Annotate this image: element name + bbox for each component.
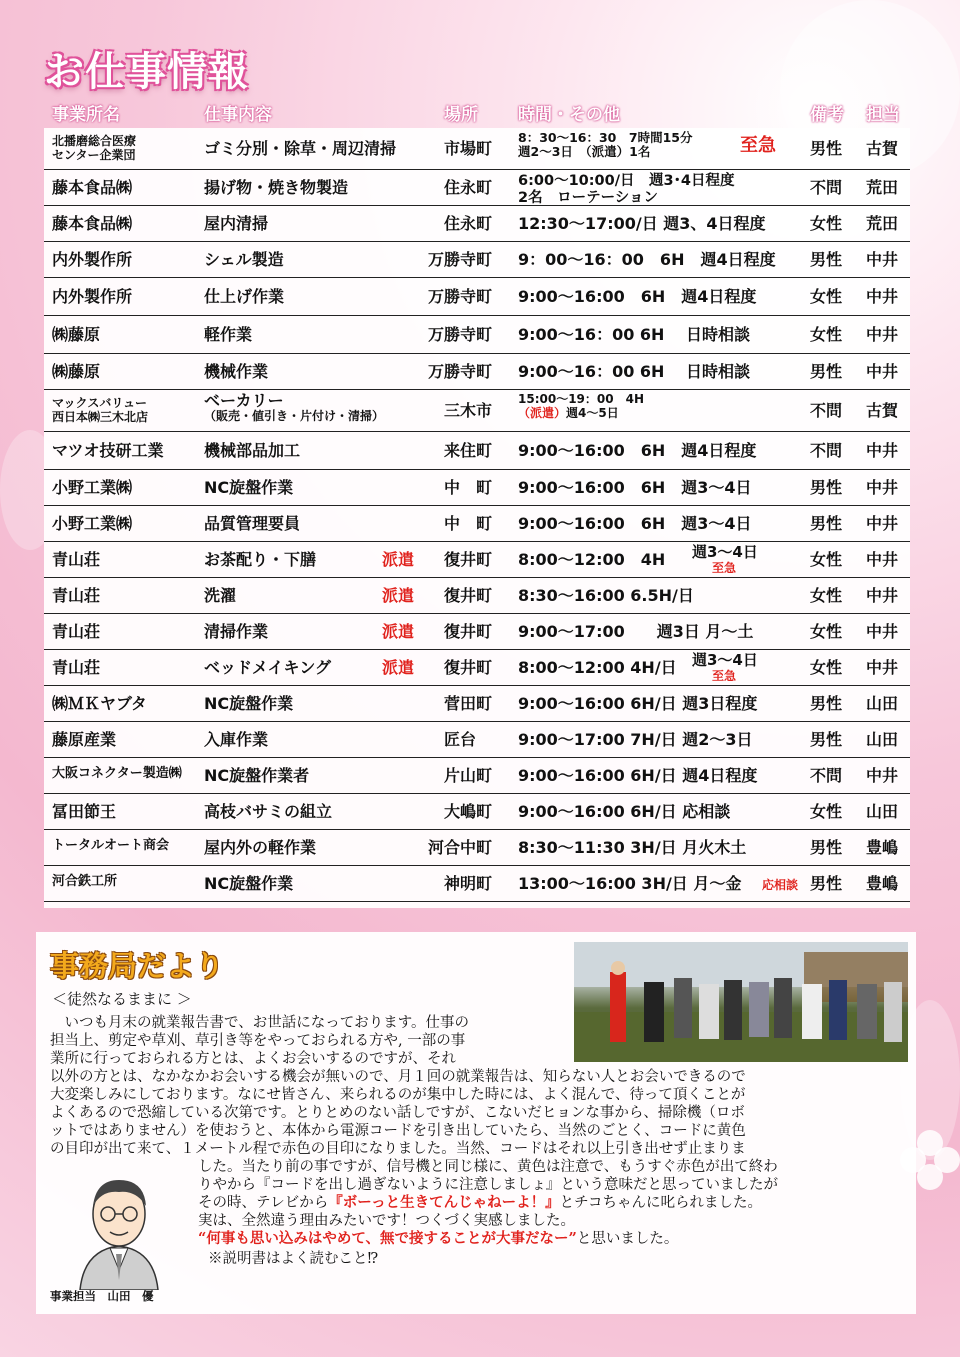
work-time [518, 326, 750, 344]
job-description [204, 839, 316, 857]
job-description [204, 215, 268, 233]
staff-in-charge: 中井 [866, 478, 899, 497]
company-name-line: 内外製作所 [52, 287, 133, 306]
gender: 男性 [810, 874, 843, 893]
gender: 男性 [810, 478, 843, 497]
news-subtitle: ＜徒然なるままに ＞ [52, 990, 192, 1008]
job-description [204, 179, 348, 197]
job-description [204, 140, 396, 158]
job-title: 軽作業 [204, 325, 253, 344]
dispatch-label: 派遣 [382, 586, 415, 605]
job-description [204, 392, 384, 423]
work-time [518, 587, 694, 605]
job-title: 屋内外の軽作業 [204, 838, 317, 857]
work-time [518, 839, 746, 857]
staff-in-charge: 古賀 [866, 401, 899, 420]
company-name [52, 179, 132, 197]
work-place: 中 町 [444, 478, 493, 497]
news-line: の目印が出て来て、１メートル程で赤色の目印になりました。当然、コードはそれ以上引き出せず止まりま [50, 1141, 746, 1157]
gender: 不問 [810, 766, 843, 785]
news-line-text: とチコちゃんに叱られました。 [559, 1195, 763, 1211]
staff-in-charge: 中井 [866, 622, 899, 641]
work-time-line: 2名 ローテーション [518, 189, 659, 206]
news-line-text: その時、テレビから [198, 1195, 329, 1211]
work-time-line: 週2〜3日 （派遣）1名 [518, 144, 651, 160]
dispatch-label: 派遣 [382, 658, 415, 677]
company-name [52, 288, 132, 306]
news-line [198, 1194, 908, 1212]
staff-in-charge: 豊嶋 [866, 838, 899, 857]
work-time-line [518, 407, 644, 421]
work-time [518, 875, 741, 893]
company-name [52, 731, 116, 749]
urgent-badge: 至急 [712, 561, 737, 575]
table-row [44, 650, 910, 686]
staff-in-charge: 山田 [866, 802, 899, 821]
work-time-line: 9:00〜16:00 6H/日 週4日程度 [518, 766, 758, 785]
company-name-line: ㈱ＭＫヤブタ [52, 694, 147, 713]
job-description [204, 363, 268, 381]
company-name-line: 藤原産業 [52, 730, 117, 749]
staff-in-charge: 中井 [866, 325, 899, 344]
company-name-line: 小野工業㈱ [52, 514, 133, 533]
table-row [44, 470, 910, 506]
job-description [204, 326, 252, 344]
dispatch-label: （派遣） [518, 405, 567, 420]
news-line: いつも月末の就業報告書で、お世話になっております。仕事の [50, 1015, 470, 1031]
work-time-line: 9:00〜17:00 週3日 月〜土 [518, 622, 754, 641]
news-section [36, 932, 916, 1314]
work-time-line: 9：00〜16：00 6H 週4日程度 [518, 250, 776, 269]
job-title: 高枝バサミの組立 [204, 802, 333, 821]
work-place: 大嶋町 [444, 802, 493, 821]
work-place: 住永町 [444, 178, 493, 197]
job-title: NC旋盤作業者 [204, 766, 310, 785]
company-name-line: 大阪コネクター製造㈱ [52, 766, 182, 781]
staff-in-charge: 中井 [866, 441, 899, 460]
gender: 不問 [810, 401, 843, 420]
work-time-line: 9:00〜16:00 6H 週3〜4日 [518, 514, 752, 533]
news-line: ットではありません）を使おうと、本体から電源コードを引き出していたら、当然のごとく、コードに黄色 [50, 1123, 746, 1139]
work-time [518, 251, 776, 269]
company-name-line: ㈱藤原 [52, 362, 101, 381]
staff-in-charge: 中井 [866, 766, 899, 785]
company-name-line: ㈱藤原 [52, 325, 101, 344]
staff-in-charge: 中井 [866, 250, 899, 269]
news-line: 以外の方とは、なかなかお会いする機会が無いので、月１回の就業報告は、知らない人とお会いできるので [50, 1069, 746, 1085]
staff-in-charge: 古賀 [866, 139, 899, 158]
company-name-line: 冨田節王 [52, 802, 117, 821]
work-time-line: 8:00〜12:00 4H [518, 550, 666, 569]
company-name [52, 587, 100, 605]
news-line: 担当上、剪定や草刈、草引き等をやっておられる方や, 一部の事 [50, 1033, 466, 1049]
header-job: 仕事内容 [204, 105, 272, 125]
work-time [518, 659, 677, 677]
work-time [518, 767, 757, 785]
table-row [44, 170, 910, 206]
company-name [52, 839, 169, 854]
gender: 女性 [810, 658, 843, 677]
work-place: 三木市 [444, 401, 493, 420]
company-name [52, 215, 132, 233]
work-place: 復井町 [444, 622, 493, 641]
job-title: 揚げ物・焼き物製造 [204, 178, 349, 197]
work-place: 来住町 [444, 441, 493, 460]
work-time-line: 9:00〜16：00 6H 日時相談 [518, 362, 750, 381]
table-row [44, 354, 910, 390]
staff-in-charge: 中井 [866, 586, 899, 605]
job-title: ゴミ分別・除草・周辺清掃 [204, 139, 397, 158]
company-name [52, 875, 117, 890]
company-name [52, 363, 100, 381]
news-line [198, 1230, 908, 1248]
work-time-line: 9:00〜16:00 6H 週4日程度 [518, 287, 757, 306]
gender: 女性 [810, 586, 843, 605]
news-line: よくあるので恐縮している次第です。とりとめのない話しですが、こないだヒョンな事から、掃除機（ロボ [50, 1105, 745, 1121]
news-title: 事務局だより [50, 949, 225, 983]
gender: 女性 [810, 325, 843, 344]
gender: 女性 [810, 214, 843, 233]
staff-in-charge: 中井 [866, 550, 899, 569]
table-row [44, 578, 910, 614]
table-row [44, 614, 910, 650]
table-row [44, 206, 910, 242]
staff-in-charge: 荒田 [866, 178, 899, 197]
company-name [52, 442, 164, 460]
work-time-line: 12:30〜17:00/日 週3、4日程度 [518, 214, 766, 233]
gender: 男性 [810, 838, 843, 857]
work-time-line: 13:00〜16:00 3H/日 月〜金 [518, 874, 742, 893]
company-name [52, 623, 100, 641]
job-title: NC旋盤作業 [204, 874, 294, 893]
work-time-line: 9:00〜16:00 6H/日 週3日程度 [518, 694, 758, 713]
job-description [204, 288, 284, 306]
job-title: NC旋盤作業 [204, 694, 294, 713]
staff-illustration [70, 1170, 168, 1290]
company-name [52, 767, 182, 782]
job-title: 仕上げ作業 [204, 287, 285, 306]
gender: 男性 [810, 250, 843, 269]
work-time [518, 131, 692, 160]
news-quote-2: “何事も思い込みはやめて、無で接することが大事だなー” [198, 1230, 577, 1247]
table-row [44, 758, 910, 794]
urgent-badge: 至急 [712, 669, 737, 683]
company-name-line: 河合鉄工所 [52, 874, 118, 889]
work-time-line: 9:00〜16:00 6H/日 応相談 [518, 802, 731, 821]
job-description [204, 251, 284, 269]
work-time [518, 803, 730, 821]
work-time-line: 8:30〜16:00 6.5H/日 [518, 586, 694, 605]
work-time-text: 週4〜5日 [566, 405, 619, 420]
work-time [518, 623, 753, 641]
work-days: 週3〜4日 [692, 543, 758, 561]
staff-in-charge: 豊嶋 [866, 874, 899, 893]
company-name [52, 135, 136, 163]
job-note: （販売・値引き・片付け・清掃） [204, 408, 385, 423]
table-row [44, 128, 910, 170]
table-row [44, 686, 910, 722]
news-line: 実は、全然違う理由みたいです！つくづく実感しました。 [198, 1213, 575, 1229]
work-time [518, 479, 752, 497]
gender: 女性 [810, 550, 843, 569]
dispatch-label: 派遣 [382, 622, 415, 641]
table-row [44, 432, 910, 470]
staff-in-charge: 山田 [866, 694, 899, 713]
job-table [44, 128, 910, 908]
job-title: 入庫作業 [204, 730, 269, 749]
table-row [44, 506, 910, 542]
group-photo [574, 942, 908, 1062]
job-description [204, 479, 293, 497]
gender: 男性 [810, 362, 843, 381]
work-place: 匠台 [444, 730, 477, 749]
gender: 不問 [810, 441, 843, 460]
job-description [204, 515, 300, 533]
work-place: 万勝寺町 [428, 250, 493, 269]
job-description [204, 587, 236, 605]
gender: 男性 [810, 694, 843, 713]
company-name [52, 251, 132, 269]
work-place: 片山町 [444, 766, 493, 785]
company-name-line: 小野工業㈱ [52, 478, 133, 497]
header-note: 備考 [810, 105, 844, 125]
gender: 不問 [810, 178, 843, 197]
work-time-line: 8:30〜11:30 3H/日 月火木土 [518, 838, 747, 857]
company-name [52, 326, 100, 344]
work-time [518, 551, 665, 569]
work-place: 市場町 [444, 139, 493, 158]
job-title: ベーカリー [204, 391, 284, 410]
job-description [204, 442, 300, 460]
table-row [44, 830, 910, 866]
company-name [52, 659, 100, 677]
job-title: 屋内清掃 [204, 214, 269, 233]
work-time [518, 173, 734, 206]
work-time-line: 6:00〜10:00/日 週3･4日程度 [518, 173, 735, 189]
work-place: 復井町 [444, 658, 493, 677]
consult-note: 応相談 [762, 878, 799, 892]
job-title: NC旋盤作業 [204, 478, 294, 497]
company-name [52, 479, 132, 497]
gender: 女性 [810, 287, 843, 306]
staff-caption: 事業担当 山田 優 [50, 1289, 154, 1303]
header-time: 時間・その他 [518, 105, 620, 125]
job-description [204, 551, 316, 569]
staff-in-charge: 山田 [866, 730, 899, 749]
gender: 男性 [810, 139, 843, 158]
staff-in-charge: 荒田 [866, 214, 899, 233]
staff-in-charge: 中井 [866, 658, 899, 677]
work-time [518, 363, 750, 381]
news-line: した。当たり前の事ですが、信号機と同じ様に、黄色は注意で、もうすぐ赤色が出て終わ [198, 1159, 778, 1175]
company-name-line: 内外製作所 [52, 250, 133, 269]
table-row [44, 866, 910, 902]
page-title: お仕事情報 [44, 49, 249, 95]
work-time [518, 442, 756, 460]
work-place: 菅田町 [444, 694, 493, 713]
company-name-line: 藤本食品㈱ [52, 178, 133, 197]
work-place: 河合中町 [428, 838, 493, 857]
job-description [204, 875, 293, 893]
job-title: シェル製造 [204, 250, 284, 269]
company-name [52, 551, 100, 569]
staff-in-charge: 中井 [866, 362, 899, 381]
work-time [518, 731, 753, 749]
news-quote-1: 『ボーっと生きてんじゃねーよ！』 [328, 1194, 560, 1211]
work-place: 万勝寺町 [428, 362, 493, 381]
company-name-line: 北播磨総合医療 [52, 134, 137, 148]
company-name [52, 397, 148, 425]
job-title: 洗濯 [204, 586, 237, 605]
work-place: 復井町 [444, 586, 493, 605]
work-time [518, 288, 756, 306]
company-name-line: トータルオート商会 [52, 838, 170, 853]
work-time-line: 15:00〜19：00 4H [518, 392, 644, 406]
work-time [518, 695, 757, 713]
job-title: ベッドメイキング [204, 658, 332, 677]
news-line: 大変楽しみにしております。なにせ皆さん、来られるのが集中した時には、よく混んで、待って頂くことが [50, 1087, 746, 1103]
gender: 男性 [810, 730, 843, 749]
work-place: 住永町 [444, 214, 493, 233]
company-name-line: 青山荘 [52, 622, 101, 641]
work-place: 万勝寺町 [428, 287, 493, 306]
job-description [204, 803, 332, 821]
news-line: 業所に行っておられる方とは、よくお会いするのですが、それ [50, 1051, 456, 1067]
gender: 男性 [810, 514, 843, 533]
dispatch-label: 派遣 [382, 550, 415, 569]
job-description [204, 731, 268, 749]
company-name-line: 西日本㈱三木北店 [52, 409, 149, 424]
company-name-line: 青山荘 [52, 658, 101, 677]
company-name [52, 515, 132, 533]
work-time-line: 8:00〜12:00 4H/日 [518, 658, 677, 677]
news-line-text: と思いました。 [576, 1231, 679, 1247]
header-company: 事業所名 [52, 105, 120, 125]
company-name-line: マツオ技研工業 [52, 441, 164, 460]
news-ps: ※説明書はよく読むこと⁉ [208, 1251, 379, 1267]
job-description [204, 623, 268, 641]
header-staff: 担当 [866, 105, 900, 125]
work-time-line: 9:00〜16：00 6H 日時相談 [518, 325, 750, 344]
job-title: 清掃作業 [204, 622, 269, 641]
company-name [52, 695, 147, 713]
work-time-line: 9:00〜16:00 6H 週4日程度 [518, 441, 757, 460]
table-row [44, 242, 910, 278]
table-row [44, 794, 910, 830]
table-row [44, 316, 910, 354]
company-name-line: マックスバリュー [52, 396, 148, 410]
table-row [44, 722, 910, 758]
work-days: 週3〜4日 [692, 651, 758, 669]
company-name-line: センター企業団 [52, 147, 136, 162]
job-title: 機械部品加工 [204, 441, 301, 460]
company-name-line: 青山荘 [52, 586, 101, 605]
staff-in-charge: 中井 [866, 514, 899, 533]
company-name [52, 803, 116, 821]
company-name-line: 青山荘 [52, 550, 101, 569]
work-place: 万勝寺町 [428, 325, 493, 344]
job-title: お茶配り・下膳 [204, 550, 317, 569]
table-header [44, 98, 910, 126]
work-time [518, 393, 644, 421]
gender: 女性 [810, 802, 843, 821]
job-title: 機械作業 [204, 362, 269, 381]
job-description [204, 659, 331, 677]
urgent-badge: 至急 [740, 135, 776, 156]
work-time [518, 215, 766, 233]
staff-in-charge: 中井 [866, 287, 899, 306]
work-place: 神明町 [444, 874, 493, 893]
work-time-line: 9:00〜16:00 6H 週3〜4日 [518, 478, 752, 497]
header-place: 場所 [444, 105, 478, 125]
job-description [204, 767, 309, 785]
company-name-line: 藤本食品㈱ [52, 214, 133, 233]
table-row [44, 278, 910, 316]
news-line: りやから『コードを出し過ぎないように注意しましょ』という意味だと思っていましたが [198, 1177, 778, 1193]
job-description [204, 695, 293, 713]
work-place: 復井町 [444, 550, 493, 569]
work-time-line: 9:00〜17:00 7H/日 週2〜3日 [518, 730, 753, 749]
gender: 女性 [810, 622, 843, 641]
work-time [518, 515, 752, 533]
table-row [44, 542, 910, 578]
work-time-line: 8：30〜16：30 7時間15分 [518, 130, 693, 145]
work-place: 中 町 [444, 514, 493, 533]
table-row [44, 390, 910, 432]
job-title: 品質管理要員 [204, 514, 301, 533]
